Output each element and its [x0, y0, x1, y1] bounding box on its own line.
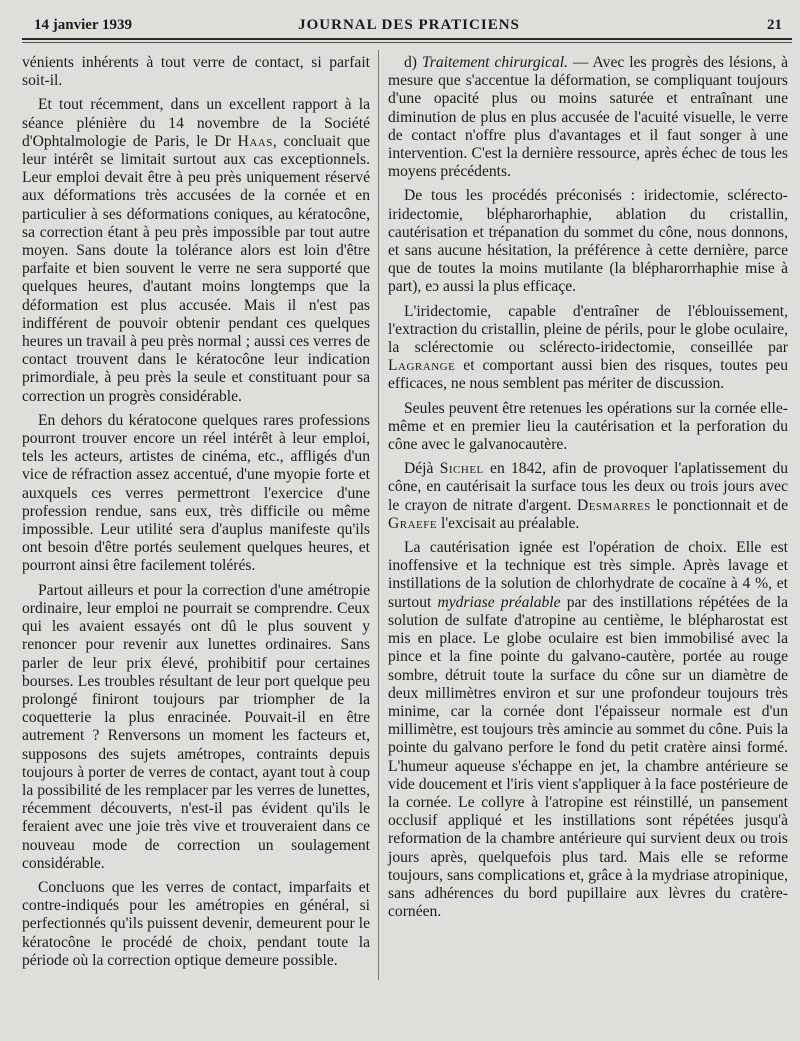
author-name: Haas	[237, 132, 273, 150]
paragraph: Concluons que les verres de contact, imparfaits et contre-indiqués pour les amétropies en général, si perfectionnés qu'ils puissent devenir, demeurent pour le kératocône le procédé de choix, pendant toute la période où la correction optique demeure possible.	[22, 878, 370, 969]
paragraph: Partout ailleurs et pour la correction d'une amétropie ordinaire, leur emploi ne pourrait se comprendre. Ceux qui les avaient essayés ont dû le plus souvent y renoncer pour revenir aux lunettes ordinaires. Sans parler de leur prix élevé, prohibitif pour certaines bourses. Les troubles résultant de leur port quelque peu prolongé finiront toujours par triompher de la coquetterie la plus enracinée. Pouvait-il en être autrement ? Renversons un moment les facteurs et, supposons des sujets amétropes, contraints depuis toujours à porter de verres de contact, ayant tout à coup la possibilité de les remplacer par les verres de lunettes, récemment découverts, n'est-il pas évident qu'ils le feraient avec une joie très vive et trouveraient dans ce nouveau mode de correction un soulagement considérable.	[22, 581, 370, 872]
paragraph: Seules peuvent être retenues les opérations sur la cornée elle-même et en premier lieu la cautérisation et la perforation du cône avec le galvanocautère.	[388, 399, 788, 454]
author-name: Graefe	[388, 514, 438, 532]
header-rule	[22, 38, 792, 40]
paragraph: La cautérisation ignée est l'opération de choix. Elle est inoffensive et la technique est très simple. Après lavage et instillations de la solution de chlorhydrate de cocaïne à 4 %, et surtout mydriase préalable par des instillations répétées de la solution de sulfate d'atropine au centième, le blépharostat est mis en place. Le globe oculaire est bien immobilisé avec la pince et la fine pointe du galvano-cautère, portée au rouge sombre, détruit toute la surface du cône sur un diamètre de deux millimètres environ et sur une profondeur toujours très minime, car la cornée dont l'épaisseur normale est d'un millimètre, est toujours très amincie au sommet du cône. Puis la pointe du galvano perfore le fond du petit cratère ainsi formé. L'humeur aqueuse s'échappe en jet, la chambre antérieure se vide doucement et l'iris vient s'appliquer à la face postérieure de la cornée. Le collyre à l'atropine est réinstillé, un pansement occlusif appliqué et les instillations sont répétées jusqu'à reformation de la chambre antérieure qui survient deux ou trois jours après, quelquefois plus tard. Mais elle se reforme toujours, sans complications et, grâce à la mydriase atropinique, sans adhérences du bord pupillaire aux lèvres du cratère-cornéen.	[388, 539, 788, 921]
header-rule-thin	[22, 42, 792, 43]
paragraph: Et tout récemment, dans un excellent rapport à la séance plénière du 14 novembre de la Société d'Ophtalmologie de Paris, le Dr Haas, concluait que leur intérêt se limitait surtout aux cas exceptionnels. Leur emploi devait être à peu près uniquement réservé aux déformations très accusées de la cornée et en particulier à ses déformations coniques, au kératocône, sa correction étant à peu près impossible par tout autre moyen. Sans doute la tolérance alors est loin d'être parfaite et bien souvent le verre ne sera supporté que quelques heures, d'autant moins longtemps que la déformation est plus accusée. Mais il n'est pas indifférent de pouvoir obtenir pendant ces quelques heures un travail à peu près normal ; aussi ces verres de contact trouvent dans le kératocône leur indication primordiale, à peu près la seule et constituant pour sa correction un progrès considérable.	[22, 96, 370, 405]
paragraph: De tous les procédés préconisés : iridectomie, sclérecto-iridectomie, blépharorhaphie, ablation du cristallin, cautérisation et trépanation du sommet du cône, nous donnons, et sans aucune hésitation, la préférence à cette dernière, parce que de toutes la moins mutilante (la blépharorrhaphie mise à part), eɔ aussi la plus efficaçe.	[388, 187, 788, 296]
header-date: 14 janvier 1939	[34, 17, 133, 33]
section-title: Traitement chirurgical.	[421, 54, 568, 71]
journal-title: JOURNAL DES PRATICIENS	[298, 17, 520, 33]
author-name: Sichel	[439, 460, 484, 478]
paragraph: Déjà Sichel en 1842, afin de provoquer l'aplatissement du cône, en cautérisait la surface tous les deux ou trois jours avec le crayon de nitrate d'argent. Desmarres le ponctionnait et de Graefe l'excisait au préalable.	[388, 460, 789, 532]
page-number: 21	[767, 17, 782, 33]
author-name: Desmarres	[576, 496, 651, 514]
left-column	[22, 54, 370, 976]
column-divider	[378, 50, 379, 980]
paragraph: d) Traitement chirurgical. — Avec les progrès des lésions, à mesure que s'accentue la déformation, se compliquant toujours d'une opacité plus ou moins saturée et entraînant une diminution de plus en plus accusée de l'acuité visuelle, le verre de contact n'offre plus d'avantages et il faut songer à une intervention. C'est la dernière ressource, après échec de tous les moyens précédents.	[388, 54, 788, 181]
paragraph: vénients inhérents à tout verre de contact, si parfait soit-il.	[22, 54, 370, 90]
paragraph: L'iridectomie, capable d'entraîner de l'éblouissement, l'extraction du cristallin, pleine de périls, pour le globe oculaire, la sclérectomie ou sclérecto-iridectomie, conseillée par Lagrange et comportant aussi bien des risques, toutes peu efficaces, ne nous semblent pas mériter de discussion.	[388, 302, 788, 393]
author-name: Lagrange	[388, 357, 456, 375]
paragraph: En dehors du kératocone quelques rares professions pourront trouver encore un réel intérêt à leur emploi, tels les acteurs, artistes de cinéma, etc., affligés d'un vice de réfraction assez accentué, d'une myopie forte et auxquels ces verres permettront l'exercice d'une profession rendue, sans eux, très difficile ou même impossible. Leur utilité sera d'auplus manifeste qu'ils ont besoin d'être portés seulement quelques heures, et pourront ainsi être facilement tolérés.	[22, 411, 370, 575]
right-column	[388, 54, 788, 927]
emphasis: mydriase préalable	[437, 593, 561, 611]
